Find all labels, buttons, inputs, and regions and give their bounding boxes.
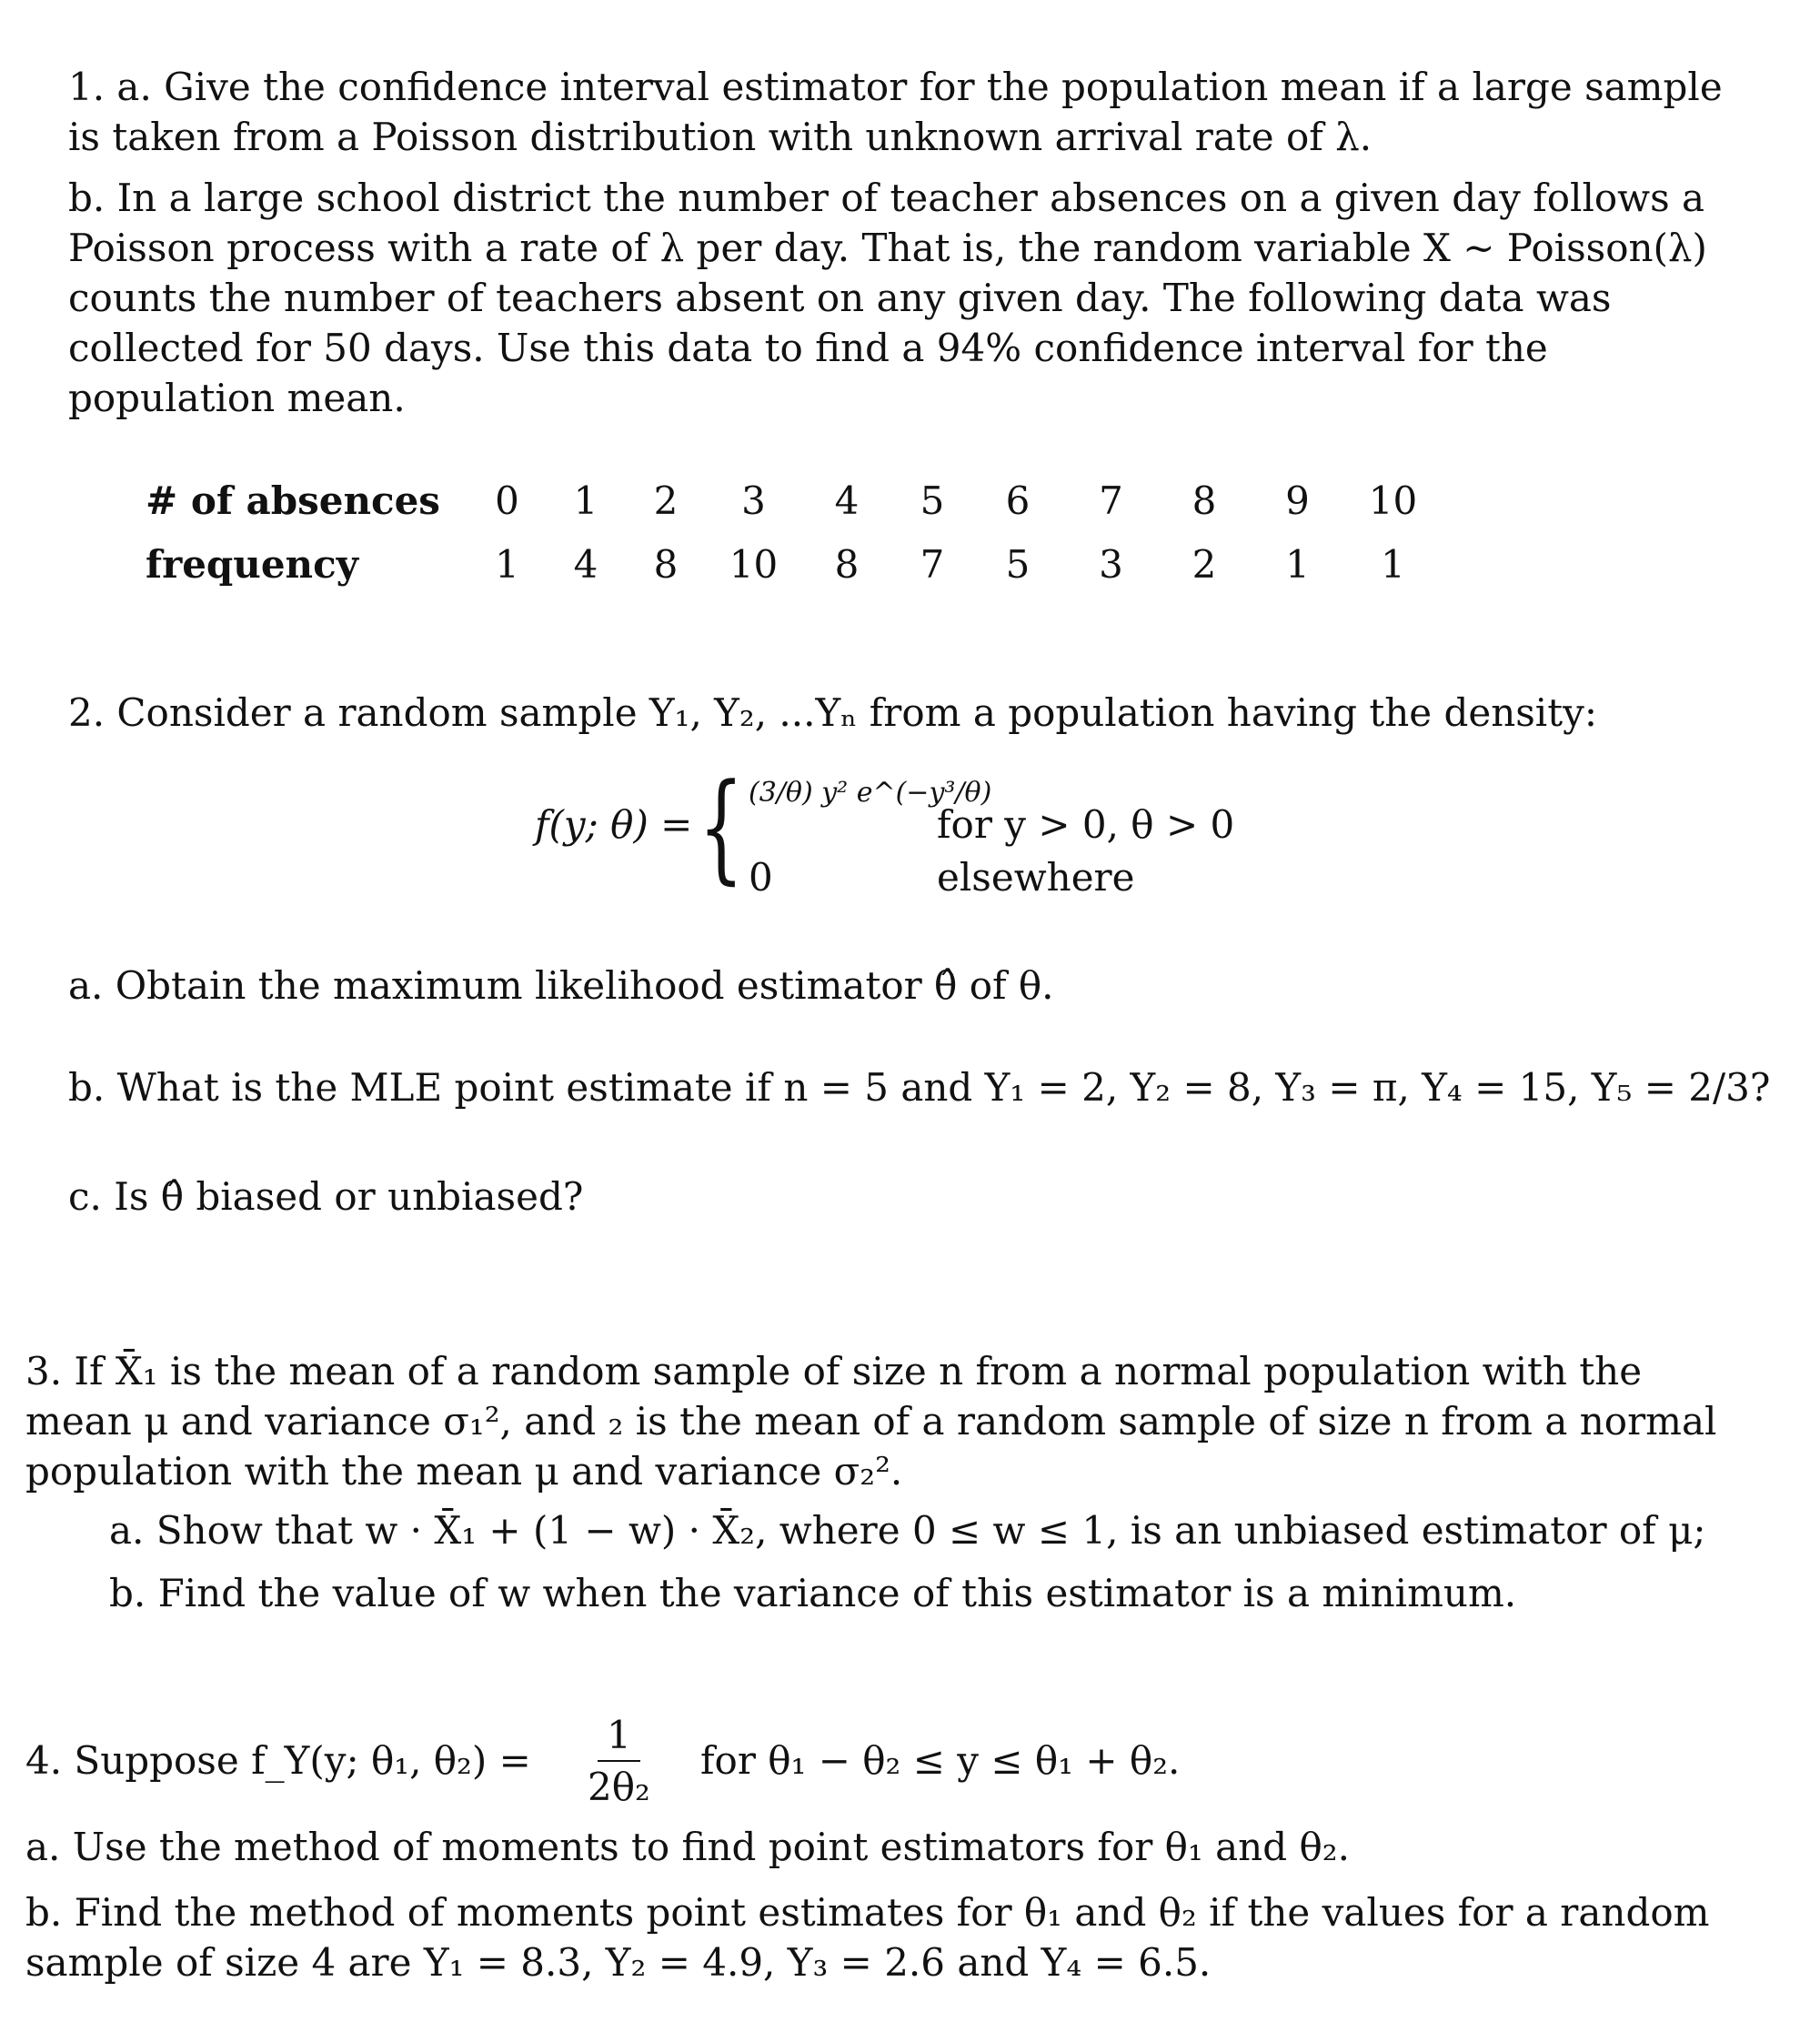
absences-cell: 8 xyxy=(1192,478,1217,523)
q2a-text: a. Obtain the maximum likelihood estimator θ̂ of θ. xyxy=(68,963,1054,1008)
frequency-cell: 8 xyxy=(834,541,860,587)
q4-intro xyxy=(25,1710,1735,1810)
frequency-cell: 1 xyxy=(495,541,519,587)
q3-part-a xyxy=(109,1505,1746,1555)
q4-frac-den: 2θ₂ xyxy=(588,1765,650,1809)
frequency-cell: 10 xyxy=(729,541,779,587)
frequency-cell: 1 xyxy=(1381,541,1405,587)
q2-part-a xyxy=(68,961,1733,1011)
frequency-cell: 3 xyxy=(1099,541,1123,587)
q1b-text: b. In a large school district the number of teacher absences on a given day follows a Poisson process with a rate of λ per day. That is, the random variable X ~ Poisson(λ) counts the number of teachers absent on any given day. The following data was collected for 50 days. Use this data to find a 94% confidence interval for the population mean. xyxy=(68,176,1707,420)
density-case2-cond: elsewhere xyxy=(937,855,1135,900)
absences-label: # of absences xyxy=(146,478,440,523)
density-lhs: f(y; θ) = xyxy=(535,802,693,847)
q2-part-b xyxy=(68,1062,1778,1112)
q4-intro-lhs: 4. Suppose f_Y(y; θ₁, θ₂) = xyxy=(25,1738,531,1783)
density-function xyxy=(535,758,1244,920)
q3-intro xyxy=(25,1346,1735,1496)
q4-fraction xyxy=(588,1710,650,1812)
absences-cell: 1 xyxy=(573,478,598,523)
q2-intro-text: 2. Consider a random sample Y₁, Y₂, ...Yₙ from a population having the density: xyxy=(68,690,1597,735)
frequency-row xyxy=(146,532,1441,596)
absences-cell: 3 xyxy=(741,478,766,523)
density-case1-expr: (3/θ) y² e^(−y³/θ) xyxy=(749,777,992,809)
frequency-cell: 8 xyxy=(653,541,679,587)
density-case2-expr: 0 xyxy=(749,855,773,900)
brace-symbol: { xyxy=(699,758,744,896)
q4-part-b xyxy=(25,1887,1735,1987)
absences-cell: 2 xyxy=(653,478,679,523)
absences-cell: 0 xyxy=(495,478,519,523)
q3a-text: a. Show that w · X̄₁ + (1 − w) · X̄₂, where 0 ≤ w ≤ 1, is an unbiased estimator of μ; xyxy=(109,1508,1706,1553)
absences-cell: 6 xyxy=(1005,478,1031,523)
q4-part-a xyxy=(25,1822,1735,1872)
frequency-label: frequency xyxy=(146,541,359,587)
q1-part-a xyxy=(68,62,1733,162)
absences-row xyxy=(146,468,1441,532)
q1a-text: 1. a. Give the confidence interval estimator for the population mean if a large sample is taken from a Poisson distribution with unknown arrival rate of λ. xyxy=(68,65,1723,159)
absences-cell: 9 xyxy=(1285,478,1310,523)
absences-cell: 4 xyxy=(834,478,860,523)
q3-part-b xyxy=(109,1568,1746,1618)
frequency-cell: 4 xyxy=(573,541,598,587)
q3-intro-text: 3. If X̄₁ is the mean of a random sample of size n from a normal population with the mean μ and variance σ₁², and ₂ is the mean of a random sample of size n from a normal population with the mean μ and variance σ₂². xyxy=(25,1349,1717,1494)
density-case1-cond: for y > 0, θ > 0 xyxy=(937,802,1235,847)
q4b-text: b. Find the method of moments point estimates for θ₁ and θ₂ if the values for a random sample of size 4 are Y₁ = 8.3, Y₂ = 4.9, Y₃ = 2.6 and Y₄ = 6.5. xyxy=(25,1890,1710,1985)
q2-intro xyxy=(68,688,1733,738)
q4-intro-rhs: for θ₁ − θ₂ ≤ y ≤ θ₁ + θ₂. xyxy=(700,1738,1181,1783)
absences-table xyxy=(146,468,1441,596)
q4a-text: a. Use the method of moments to find point estimators for θ₁ and θ₂. xyxy=(25,1825,1350,1869)
absences-cell: 5 xyxy=(920,478,945,523)
q2c-text: c. Is θ̂ biased or unbiased? xyxy=(68,1174,584,1219)
q4-frac-num: 1 xyxy=(598,1710,640,1762)
q3b-text: b. Find the value of w when the variance of this estimator is a minimum. xyxy=(109,1571,1517,1615)
frequency-cell: 7 xyxy=(920,541,945,587)
absences-cell: 7 xyxy=(1099,478,1123,523)
absences-cell: 10 xyxy=(1368,478,1418,523)
frequency-cell: 1 xyxy=(1285,541,1310,587)
q2b-text: b. What is the MLE point estimate if n = 5 and Y₁ = 2, Y₂ = 8, Y₃ = π, Y₄ = 15, Y₅ = 2/3? xyxy=(68,1065,1771,1110)
frequency-cell: 2 xyxy=(1192,541,1217,587)
frequency-cell: 5 xyxy=(1005,541,1031,587)
q2-part-c xyxy=(68,1172,1733,1222)
q1-part-b xyxy=(68,173,1733,423)
